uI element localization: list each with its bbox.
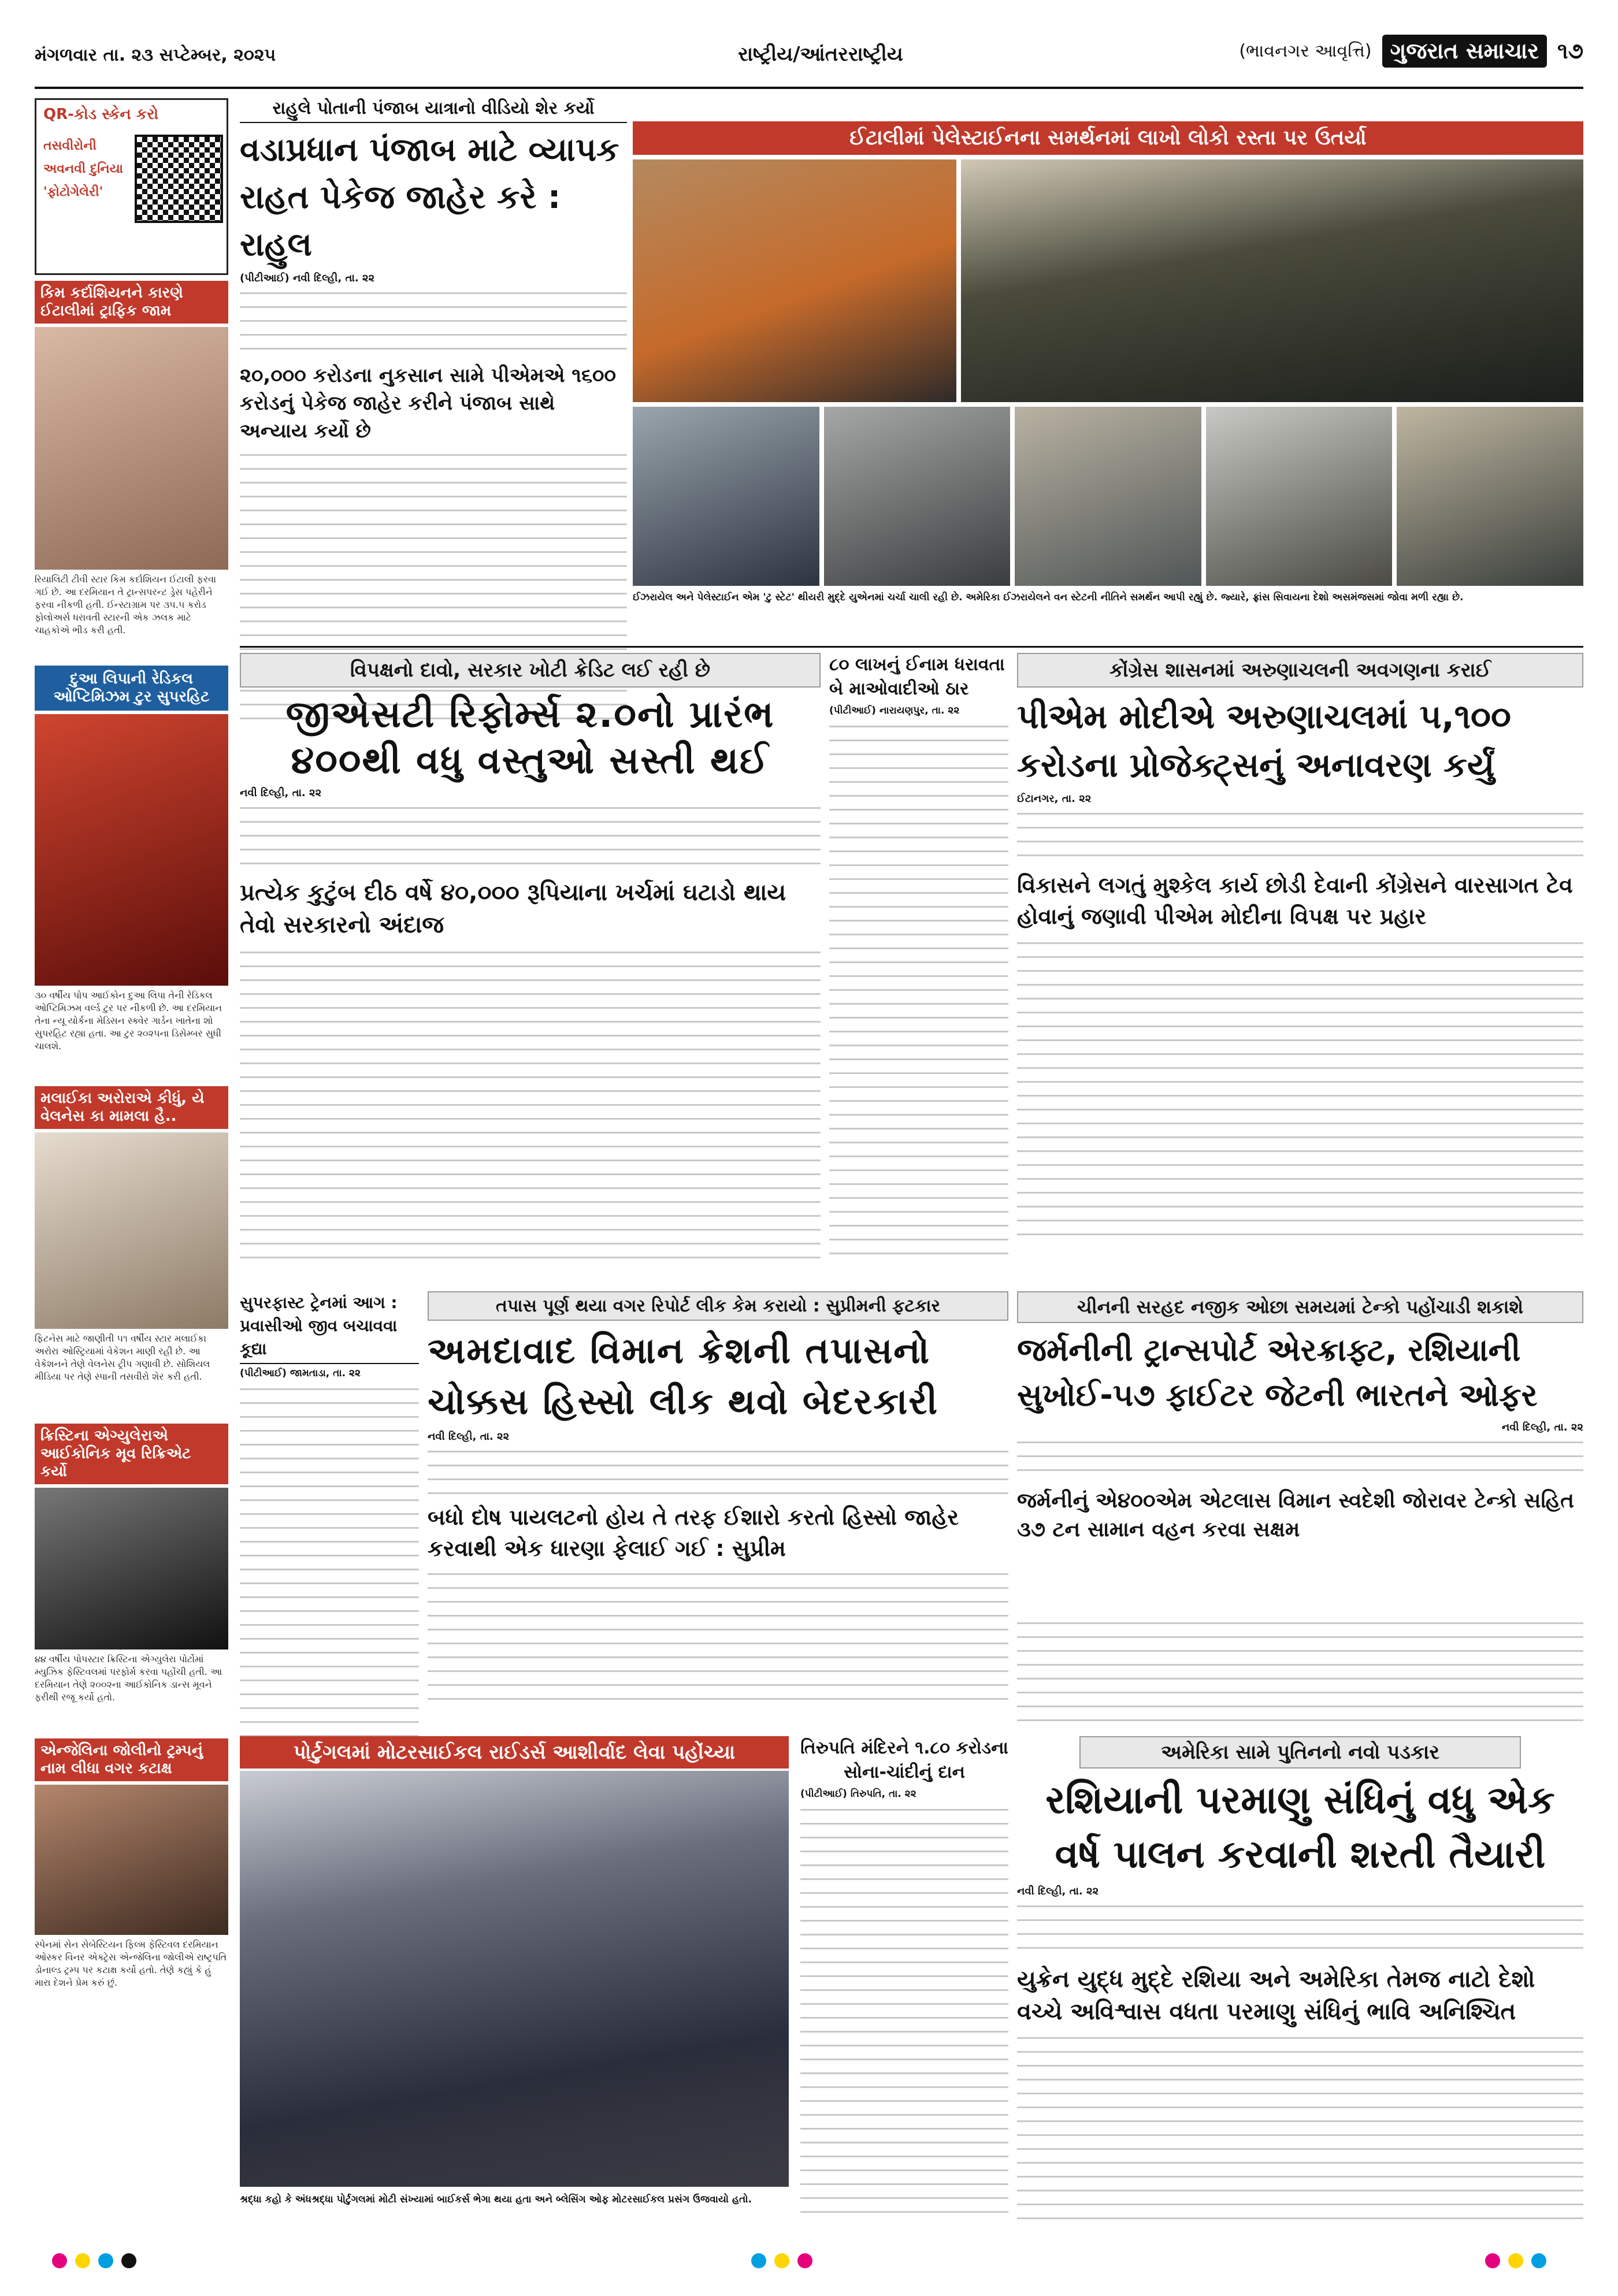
yellow-dot (75, 2253, 90, 2268)
story8-dateline: નવી દિલ્હી, તા. ૨૨ (1501, 1421, 1583, 1433)
sidebar-item2-photo (35, 714, 228, 986)
yellow-dot-mid (774, 2253, 789, 2268)
story8-body (1017, 1618, 1583, 1727)
sidebar-item5-photo (35, 1785, 228, 1935)
story11-kicker: અમેરિકા સામે પુતિનનો નવો પડકાર (1079, 1736, 1521, 1769)
story1-subhead: ૨૦,૦૦૦ કરોડના નુકસાન સામે પીએમએ ૧૬૦૦ કરોડનું પેકેજ જાહેર કરીને પંજાબ સાથે અન્યાય કર્યો છે (240, 364, 616, 443)
story3-headline1: જીએસટી રિફોર્મ્સ ૨.૦નો પ્રારંભ (285, 693, 775, 736)
story-rahul (240, 98, 627, 641)
sidebar-item5-title: એન્જેલિના જોલીનો ટ્રમ્પનું નામ લીધા વગર કટાક્ષ (35, 1738, 228, 1781)
sidebar-item1-caption: રિયાલિટી ટીવી સ્ટાર કિમ કર્દાશિયન ઈટાલી ફરવા ગઈ છે. આ દરમિયાન તે ટ્રાન્સપરન્ટ ડ્રેસ પહેરીને ફરવા નીકળી હતી. ઈન્સ્ટાગ્રામ પર ૩૫.૫ કરોડ ફોલોઅર્સ ધરાવતી સ્ટારની એક ઝલક માટે ચાહકોએ ભીડ કરી હતી. (35, 574, 217, 636)
story4-dateline: (પીટીઆઈ) નારાયણપુર, તા. ૨૨ (829, 705, 960, 716)
story11-subhead: યુક્રેન યુદ્ધ મુદ્દે રશિયા અને અમેરિકા તેમજ નાટો દેશો વચ્ચે અવિશ્વાસ વધતા પરમાણુ સંધિનું ભાવિ અનિશ્ચિત (1017, 1966, 1535, 2025)
story10-body (800, 1804, 1008, 2220)
italy-photo-clash (1397, 407, 1583, 586)
page-number: ૧૭ (1557, 38, 1583, 64)
cyan-dot (98, 2253, 113, 2268)
story3-headline2: ૪૦૦થી વધુ વસ્તુઓ સસ્તી થઈ (291, 740, 770, 782)
italy-photo-crowd (961, 159, 1583, 402)
story7-body (428, 1569, 1008, 1701)
story3-body-lead (240, 803, 821, 872)
sidebar-item3-photo (35, 1132, 228, 1329)
masthead (1239, 35, 1583, 68)
sidebar-item4-caption: ૪૪ વર્ષીય પોપસ્ટાર ક્રિસ્ટિના એગ્યુલેરા પોર્ટોમાં મ્યુઝિક ફેસ્ટિવલમાં પરફોર્મ કરવા પહોંચી હતી. આ દરમિયાન તેણે ૨૦૦૨ના આઈકોનિક ડાન્સ મૂવને ફરીથી રજૂ કર્યો હતો. (35, 1654, 222, 1703)
magenta-dot (52, 2253, 67, 2268)
story7-body-lead (428, 1446, 1008, 1498)
story8-body-lead (1017, 1437, 1583, 1483)
story-tirupati (800, 1736, 1008, 2245)
story11-body (1017, 2033, 1583, 2223)
story7-kicker: તપાસ પૂર્ણ થયા વગર રિપોર્ટ લીક કેમ કરાયો : સુપ્રીમની ફટકાર (428, 1291, 1008, 1321)
story6-body (240, 1384, 419, 1753)
sidebar-item2-caption: ૩૦ વર્ષીય પોપ આઈકોન દુઆ લિપા તેની રેડિકલ ઓપ્ટિમિઝમ વર્લ્ડ ટુર પર નીકળી છે. આ દરમિયાન તેના ન્યૂ યોર્કના મેડિસન સ્ક્વેર ગાર્ડન ખાતેના શો સુપરહિટ રહ્યા હતા. આ ટુર ૨૦૨૫ના ડિસેમ્બર સુધી ચાલશે. (35, 990, 222, 1052)
edition-label: (ભાવનગર આવૃત્તિ) (1239, 41, 1372, 61)
portugal-bikers-photo (240, 1771, 789, 2187)
story-italy (633, 121, 1583, 641)
brand-logo: ગુજરાત સમાચાર (1382, 35, 1547, 68)
qr-text: તસવીરોની અવનવી દુનિયા 'ફોટોગેલેરી' (43, 139, 124, 199)
story8-headline: જર્મનીની ટ્રાન્સપોર્ટ એરક્રાફ્ટ, રશિયાની સુખોઈ-૫૭ ફાઈટર જેટની ભારતને ઓફર (1017, 1332, 1538, 1413)
sidebar-item5-caption: સ્પેનમાં સેન સેબેસ્ટિયન ફિલ્મ ફેસ્ટિવલ દરમિયાન ઓસ્કર વિનર એક્ટ્રેસ એન્જેલિના જોલીએ રાષ્ટ્રપતિ ડોનાલ્ડ ટ્રમ્પ પર કટાક્ષ કર્યો હતો. તેણે કહ્યું કે હું મારા દેશને પ્રેમ કરું છું. (35, 1939, 227, 1988)
section-divider (240, 646, 1583, 648)
story-nuclear-treaty (1017, 1736, 1583, 2245)
sidebar-item1-title: કિમ કર્દાશિયનને કારણે ઈટાલીમાં ટ્રાફિક જામ (35, 281, 228, 324)
story-gst (240, 653, 821, 1283)
sidebar-item2-title: દુઆ લિપાની રેડિકલ ઓપ્ટિમિઝમ ટુર સુપરહિટ (35, 666, 228, 711)
story5-subhead: વિકાસને લગતું મુશ્કેલ કાર્ય છોડી દેવાની કોંગ્રેસને વારસાગત ટેવ હોવાનું જણાવી પીએમ મોદીના વિપક્ષ પર પ્રહાર (1017, 872, 1573, 929)
story7-dateline: નવી દિલ્હી, તા. ૨૨ (428, 1431, 510, 1443)
story1-headline: વડાપ્રધાન પંજાબ માટે વ્યાપક રાહત પેકેજ જાહેર કરે : રાહુલ (240, 131, 619, 263)
cyan-dot-mid (751, 2253, 766, 2268)
story-maoists (829, 653, 1008, 1283)
story6-kicker: સુપરફાસ્ટ ટ્રેનમાં આગ : પ્રવાસીઓ જીવ બચાવવા કૂદ્યા (240, 1291, 419, 1364)
issue-date: મંગળવાર તા. ૨૩ સપ્ટેમ્બર, ૨૦૨૫ (35, 45, 276, 65)
story6-dateline: (પીટીઆઈ) જામતાડા, તા. ૨૨ (240, 1368, 361, 1379)
story5-body-lead (1017, 808, 1583, 866)
qr-box (35, 98, 228, 275)
story5-kicker: કોંગ્રેસ શાસનમાં અરુણાચલની અવગણના કરાઈ (1017, 653, 1583, 688)
italy-photo-police-line (633, 407, 819, 586)
section-title: રાષ્ટ્રીય/આંતરરાષ્ટ્રીય (738, 43, 903, 66)
story-train-fire (240, 1291, 419, 1730)
story3-dateline: નવી દિલ્હી, તા. ૨૨ (240, 787, 322, 799)
story9-caption: શ્રદ્ધા કહો કે અંધશ્રદ્ધા પોર્ટુગલમાં મોટી સંખ્યામાં બાઈકર્સ ભેગા થયા હતા અને બ્લેસિંગ ઓફ મોટરસાઈકલ પ્રસંગ ઉજવાયો હતો. (240, 2194, 752, 2205)
story10-headline: તિરુપતિ મંદિરને ૧.૮૦ કરોડના સોના-ચાંદીનું દાન (800, 1738, 1008, 1782)
story2-bottom-photos (633, 407, 1583, 586)
story1-body-lead (240, 288, 627, 357)
story3-kicker: વિપક્ષનો દાવો, સરકાર ખોટી ક્રેડિટ લઈ રહી છે (240, 653, 821, 688)
story4-body (829, 721, 1008, 1264)
italy-photo-van (824, 407, 1011, 586)
page-header (35, 35, 1583, 87)
story-arunachal (1017, 653, 1583, 1283)
story3-body (240, 947, 821, 1270)
story5-body (1017, 938, 1583, 1244)
story7-subhead: બધો દોષ પાયલટનો હોય તે તરફ ઈશારો કરતો હિસ્સો જાહેર કરવાથી એક ધારણા ફેલાઈ ગઈ : સુપ્રીમ (428, 1504, 959, 1561)
story11-headline: રશિયાની પરમાણુ સંધિનું વધુ એક વર્ષ પાલન કરવાની શરતી તૈયારી (1045, 1778, 1555, 1877)
magenta-dot-right (1485, 2253, 1500, 2268)
story3-subhead: પ્રત્યેક કુટુંબ દીઠ વર્ષે ૪૦,૦૦૦ રૂપિયાના ખર્ચમાં ઘટાડો થાય તેવો સરકારનો અંદાજ (240, 879, 786, 938)
sidebar-item3-caption: ફિટનેસ માટે જાણીતી ૫૧ વર્ષીય સ્ટાર મલાઈકા અરોરા ઓસ્ટ્રિયામાં વેકેશન માણી રહી છે. આ વેકેશનને તેણે વેલનેસ ટ્રીપ ગણાવી છે. સોશિયલ મીડિયા પર તેણે સ્પાની તસવીરો શેર કરી હતી. (35, 1333, 210, 1382)
qr-code-icon[interactable] (135, 135, 223, 223)
magenta-dot-mid (797, 2253, 812, 2268)
sidebar-item4-title: ક્રિસ્ટિના એગ્યુલેરાએ આઈકોનિક મૂવ રિક્રિએટ કર્યો (35, 1424, 228, 1484)
story10-dateline: (પીટીઆઈ) તિરુપતિ, તા. ૨૨ (800, 1788, 916, 1800)
story4-headline: ૮૦ લાખનું ઈનામ ધરાવતા બે માઓવાદીઓ ઠાર (829, 655, 1005, 699)
story-portugal-bikers (240, 1736, 1008, 2245)
story11-dateline: નવી દિલ્હી, તા. ૨૨ (1017, 1885, 1099, 1897)
sidebar-item4-photo (35, 1488, 228, 1649)
black-dot (121, 2253, 136, 2268)
cyan-dot-right (1531, 2253, 1546, 2268)
story5-dateline: ઈટાનગર, તા. ૨૨ (1017, 793, 1092, 805)
header-rule (35, 87, 1583, 89)
story-plane-crash (428, 1291, 1008, 1730)
print-registration-marks (0, 2253, 1618, 2271)
story1-dateline: (પીટીઆઈ) નવી દિલ્હી, તા. ૨૨ (240, 272, 375, 284)
story11-body-lead (1017, 1901, 1583, 1959)
yellow-dot-right (1508, 2253, 1523, 2268)
story2-banner: ઈટાલીમાં પેલેસ્ટાઈનના સમર્થનમાં લાખો લોકો રસ્તા પર ઉતર્યા (633, 121, 1583, 155)
story7-headline: અમદાવાદ વિમાન ક્રેશની તપાસનો ચોક્કસ હિસ્સો લીક થવો બેદરકારી (428, 1329, 939, 1422)
story9-banner: પોર્ટુગલમાં મોટરસાઈકલ રાઈડર્સ આશીર્વાદ લેવા પહોંચ્યા (240, 1736, 789, 1769)
story-aircraft-offer (1017, 1291, 1583, 1615)
story2-caption: ઈઝરાયેલ અને પેલેસ્ટાઈન એમ 'ટુ સ્ટેટ' થીયરી મુદ્દે યુએનમાં ચર્ચા ચાલી રહી છે. અમેરિકા ઈઝરાયેલને વન સ્ટેટની નીતિને સમર્થન આપી રહ્યું છે. જ્યારે, ફ્રાંસ સિવાયના દેશો અસમંજસમાં જોવા મળી રહ્યા છે. (633, 592, 1464, 603)
story8-subhead: જર્મનીનું એ૪૦૦એમ એટલાસ વિમાન સ્વદેશી જોરાવર ટેન્કો સહિત ૩૭ ટન સામાન વહન કરવા સક્ષમ (1017, 1489, 1575, 1541)
story5-headline: પીએમ મોદીએ અરુણાચલમાં ૫,૧૦૦ કરોડના પ્રોજેક્ટ્સનું અનાવરણ કર્યું (1017, 697, 1511, 785)
qr-label: QR-કોડ સ્કેન કરો (43, 106, 159, 123)
italy-photo-smoke (1206, 407, 1393, 586)
italy-photo-protest-sign (633, 159, 956, 402)
story1-kicker: રાહુલે પોતાની પંજાબ યાત્રાનો વીડિયો શેર કર્યો (240, 98, 627, 123)
story8-kicker: ચીનની સરહદ નજીક ઓછા સમયમાં ટેન્કો પહોંચાડી શકાશે (1017, 1291, 1583, 1323)
italy-photo-street (1015, 407, 1201, 586)
left-sidebar (35, 98, 228, 2247)
sidebar-item3-title: મલાઈકા અરોરાએ કીધું, યે વેલનેસ કા મામલા હૈ.. (35, 1086, 228, 1129)
story2-top-photos (633, 159, 1583, 402)
sidebar-item1-photo (35, 327, 228, 570)
